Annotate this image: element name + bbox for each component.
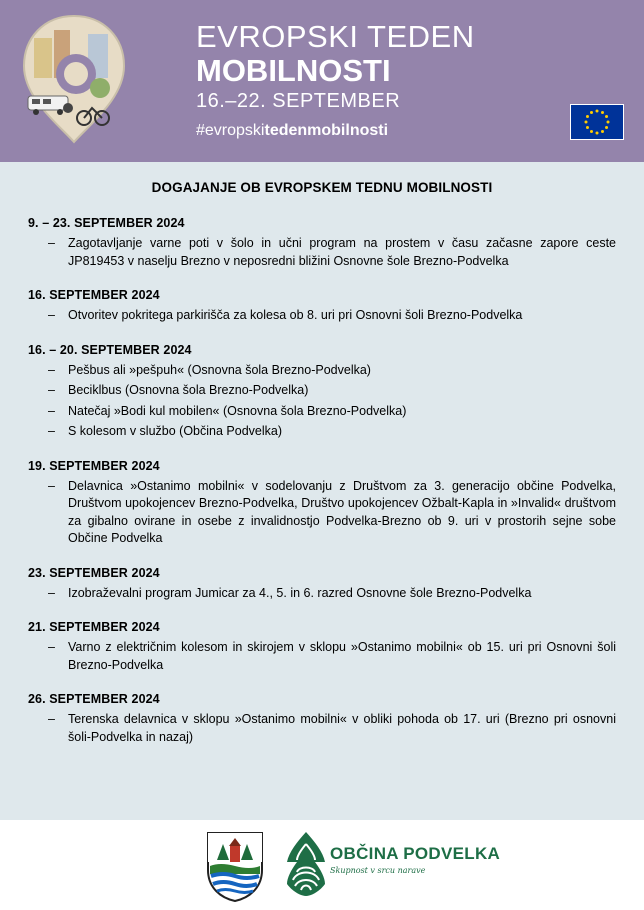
event-item bbox=[28, 362, 616, 380]
event-section bbox=[28, 287, 616, 325]
eu-star bbox=[601, 111, 604, 114]
event-item-text: Varno z električnim kolesom in skirojem v sklopu »Ostanimo mobilni« ob 15. uri pri Osnovni šoli Brezno-Podvelka bbox=[68, 640, 616, 672]
title-line-1: EVROPSKI TEDEN bbox=[196, 19, 475, 54]
event-list bbox=[28, 215, 616, 763]
event-item-text: Otvoritev pokritega parkirišča za kolesa ob 8. uri pri Osnovni šoli Brezno-Podvelka bbox=[68, 308, 523, 322]
event-item bbox=[28, 307, 616, 325]
event-section bbox=[28, 619, 616, 674]
event-item-text: Delavnica »Ostanimo mobilni« v sodelovanju z Društvom za 3. generacijo občine Podvelka, Društvom upokojencev Brezno-Podvelka, Društvo upokojencev Ožbalt-Kapla in »Invalid« društvom za gibalno ovirane in osebe z invalidnostjo Podvelka-Brezno ob 9. uri v prostorih sejne sobe Občine Podvelka bbox=[68, 478, 616, 545]
event-item bbox=[28, 403, 616, 421]
eu-star bbox=[590, 111, 593, 114]
eu-star bbox=[605, 126, 608, 129]
campaign-dates: 16.–22. SEPTEMBER bbox=[196, 90, 401, 112]
eu-flag-icon bbox=[570, 104, 624, 140]
dash-bullet: – bbox=[48, 640, 55, 654]
eu-star bbox=[605, 115, 608, 118]
map-pin-illustration-icon bbox=[18, 12, 130, 144]
event-item-text: S kolesom v službo (Občina Podvelka) bbox=[68, 424, 282, 438]
org-slogan: Skupnost v srcu narave bbox=[330, 866, 426, 875]
eu-star bbox=[596, 110, 599, 113]
eu-star bbox=[586, 126, 589, 129]
event-section bbox=[28, 215, 616, 270]
campaign-title bbox=[196, 20, 475, 141]
fingerprint-tree-logo-icon bbox=[283, 828, 329, 900]
event-item bbox=[28, 478, 616, 548]
event-item bbox=[28, 423, 616, 441]
event-date: 26. SEPTEMBER 2024 bbox=[28, 692, 160, 706]
eu-star bbox=[590, 130, 593, 133]
event-date: 21. SEPTEMBER 2024 bbox=[28, 620, 160, 634]
document-title: DOGAJANJE OB EVROPSKEM TEDNU MOBILNOSTI bbox=[151, 180, 493, 195]
eu-star bbox=[586, 115, 589, 118]
event-item-text: Beciklbus (Osnovna šola Brezno-Podvelka) bbox=[68, 383, 309, 397]
municipal-crest-icon bbox=[205, 830, 265, 902]
eu-star bbox=[601, 130, 604, 133]
dash-bullet: – bbox=[48, 403, 55, 418]
event-date: 16. – 20. SEPTEMBER 2024 bbox=[28, 342, 192, 357]
event-item bbox=[28, 585, 616, 603]
event-item bbox=[28, 382, 616, 400]
event-section bbox=[28, 565, 616, 603]
event-date: 23. SEPTEMBER 2024 bbox=[28, 565, 160, 580]
org-name: OBČINA PODVELKA bbox=[330, 844, 501, 863]
header-banner bbox=[0, 0, 644, 162]
event-date: 19. SEPTEMBER 2024 bbox=[28, 458, 160, 473]
event-item-text: Natečaj »Bodi kul mobilen« (Osnovna šola Brezno-Podvelka) bbox=[68, 403, 407, 418]
dash-bullet: – bbox=[48, 236, 55, 250]
event-item-text: Terenska delavnica v sklopu »Ostanimo mobilni« v obliki pohoda ob 17. uri (Brezno pri osnovni šoli-Podvelka in nazaj) bbox=[68, 712, 616, 744]
dash-bullet: – bbox=[48, 424, 55, 438]
dash-bullet: – bbox=[48, 383, 55, 397]
event-item-text: Izobraževalni program Jumicar za 4., 5. in 6. razred Osnovne šole Brezno-Podvelka bbox=[68, 585, 532, 600]
eu-star bbox=[585, 121, 588, 124]
event-date: 16. SEPTEMBER 2024 bbox=[28, 288, 160, 302]
event-section bbox=[28, 342, 616, 441]
eu-star bbox=[596, 132, 599, 135]
content-panel bbox=[0, 162, 644, 820]
event-item bbox=[28, 235, 616, 270]
hashtag: #evropskitedenmobilnosti bbox=[196, 122, 389, 139]
event-item-text: Zagotavljanje varne poti v šolo in učni program na prostem v času začasne zapore ceste JP819453 v naselju Brezno v neposredni bližini Osnovne šole Brezno-Podvelka bbox=[68, 236, 616, 268]
event-item bbox=[28, 711, 616, 746]
event-item bbox=[28, 639, 616, 674]
eu-star bbox=[607, 121, 610, 124]
event-item-text: Pešbus ali »pešpuh« (Osnovna šola Brezno-Podvelka) bbox=[68, 362, 371, 377]
dash-bullet: – bbox=[48, 478, 55, 493]
dash-bullet: – bbox=[48, 362, 55, 377]
dash-bullet: – bbox=[48, 308, 55, 322]
dash-bullet: – bbox=[48, 712, 55, 726]
event-date: 9. – 23. SEPTEMBER 2024 bbox=[28, 216, 185, 230]
title-line-2: MOBILNOSTI bbox=[196, 53, 391, 88]
footer bbox=[0, 820, 644, 910]
dash-bullet: – bbox=[48, 585, 55, 600]
event-section bbox=[28, 691, 616, 746]
event-section bbox=[28, 458, 616, 548]
